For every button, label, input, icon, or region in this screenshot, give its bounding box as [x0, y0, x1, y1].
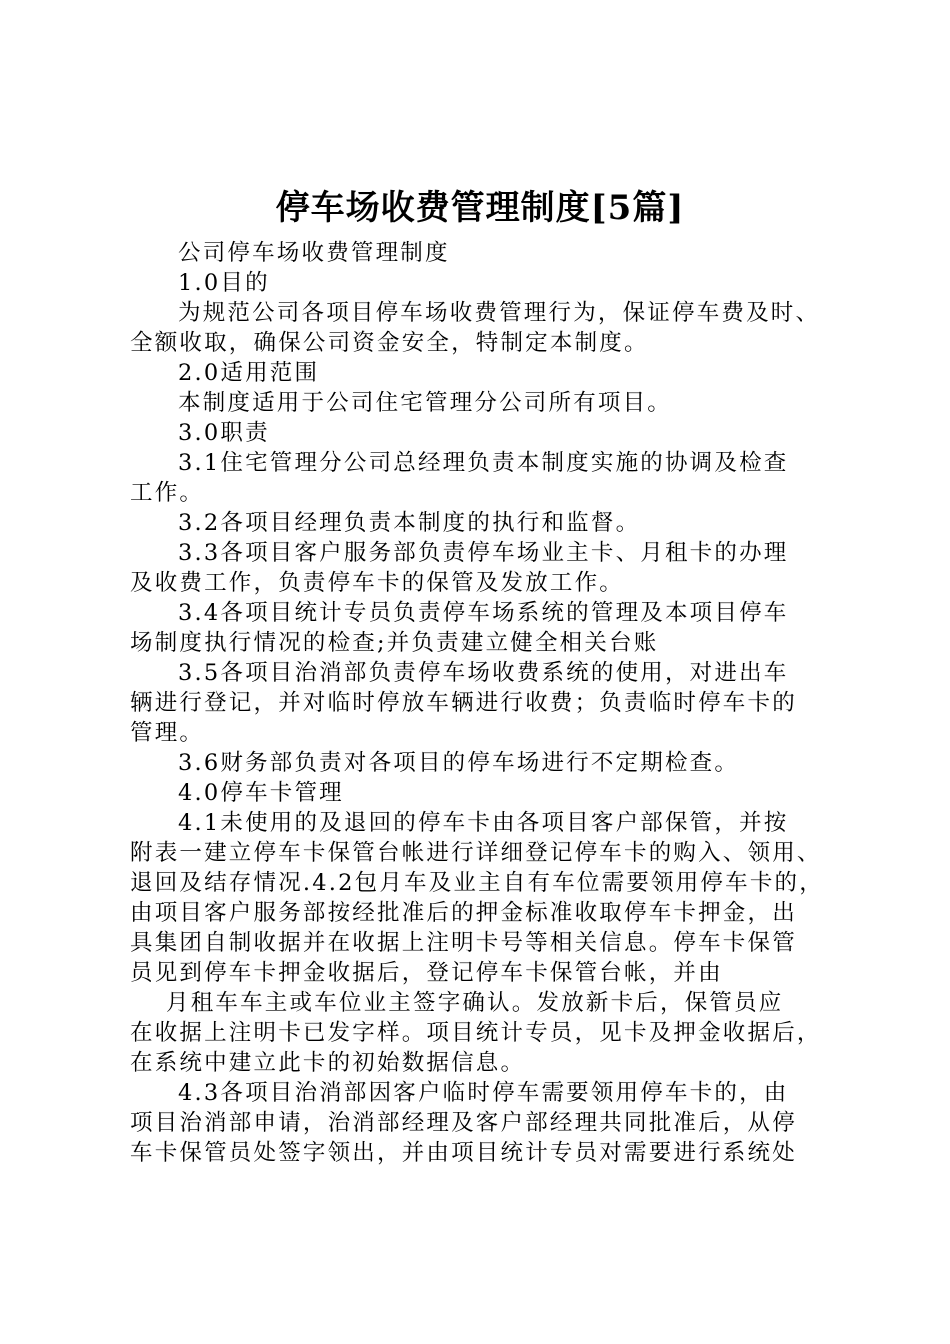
line-20: 4.1未使用的及退回的停车卡由各项目客户部保管，并按	[178, 810, 789, 836]
line-11: 3.3各项目客户服务部负责停车场业主卡、月租卡的办理	[178, 540, 789, 566]
line-16: 辆进行登记，并对临时停放车辆进行收费；负责临时停车卡的	[130, 690, 797, 716]
line-12: 及收费工作，负责停车卡的保管及发放工作。	[130, 570, 625, 596]
line-5: 2.0适用范围	[178, 360, 320, 386]
line-30: 项目治消部申请，治消部经理及客户部经理共同批准后，从停	[130, 1110, 797, 1136]
line-24: 具集团自制收据并在收据上注明卡号等相关信息。停车卡保管	[130, 930, 797, 956]
line-13: 3.4各项目统计专员负责停车场系统的管理及本项目停车	[178, 600, 789, 626]
line-14: 场制度执行情况的检查;并负责建立健全相关台账	[130, 630, 659, 656]
line-1: 公司停车场收费管理制度	[178, 240, 450, 266]
line-22: 退回及结存情况.4.2包月车及业主自有车位需要领用停车卡的，	[130, 870, 824, 896]
document-title: 停车场收费管理制度[5篇]	[275, 188, 685, 228]
line-8: 3.1住宅管理分公司总经理负责本制度实施的协调及检查	[178, 450, 789, 476]
document-body	[130, 238, 836, 1168]
line-25: 员见到停车卡押金收据后，登记停车卡保管台帐，并由	[130, 960, 723, 986]
line-2: 1.0目的	[178, 270, 270, 296]
line-29: 4.3各项目治消部因客户临时停车需要领用停车卡的，由	[178, 1080, 789, 1106]
line-17: 管理。	[130, 720, 205, 746]
line-4: 全额收取，确保公司资金安全，特制定本制度。	[130, 330, 649, 356]
line-21: 附表一建立停车卡保管台帐进行详细登记停车卡的购入、领用、	[130, 840, 822, 866]
line-15: 3.5各项目治消部负责停车场收费系统的使用，对进出车	[178, 660, 789, 686]
line-7: 3.0职责	[178, 420, 270, 446]
line-3: 为规范公司各项目停车场收费管理行为，保证停车费及时、	[178, 300, 821, 326]
line-23: 由项目客户服务部按经批准后的押金标准收取停车卡押金，出	[130, 900, 797, 926]
line-10: 3.2各项目经理负责本制度的执行和监督。	[178, 510, 641, 536]
line-19: 4.0停车卡管理	[178, 780, 344, 806]
line-31: 车卡保管员处签字领出，并由项目统计专员对需要进行系统处	[130, 1140, 797, 1166]
line-6: 本制度适用于公司住宅管理分公司所有项目。	[178, 390, 673, 416]
line-18: 3.6财务部负责对各项目的停车场进行不定期检查。	[178, 750, 740, 776]
line-26: 月租车车主或车位业主签字确认。发放新卡后，保管员应	[166, 990, 784, 1016]
line-28: 在系统中建立此卡的初始数据信息。	[130, 1050, 526, 1076]
line-9: 工作。	[130, 480, 205, 506]
line-27: 在收据上注明卡已发字样。项目统计专员，见卡及押金收据后，	[130, 1020, 822, 1046]
